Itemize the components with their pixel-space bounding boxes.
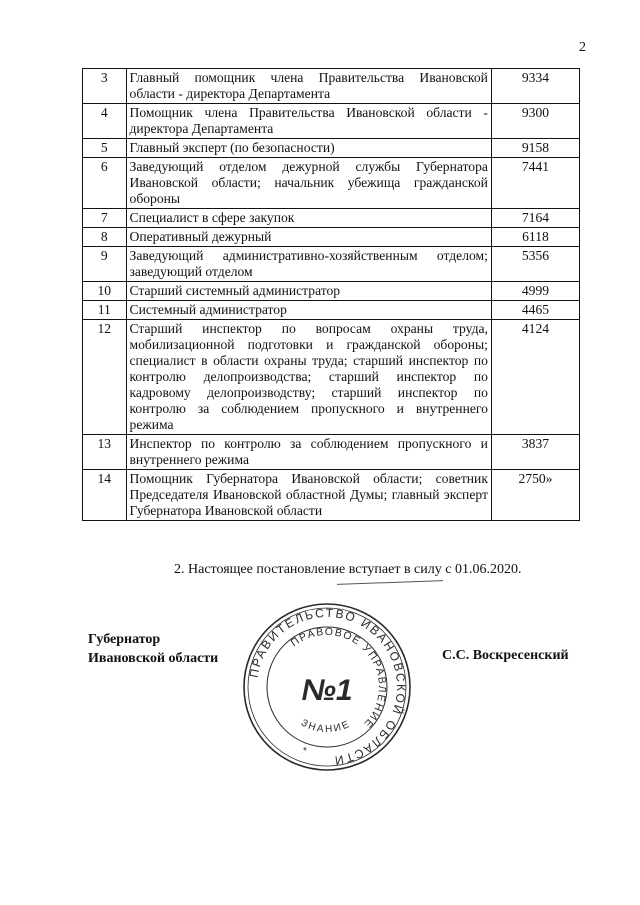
row-number: 10 [83,282,127,301]
row-amount: 4465 [491,301,579,320]
row-position: Главный помощник члена Правительства Ивановской области - директора Департамента [126,69,491,104]
row-position: Старший системный администратор [126,282,491,301]
table-row [83,209,580,228]
signer-name: С.С. Воскресенский [442,648,569,663]
table-row [83,228,580,247]
row-position: Заведующий административно-хозяйственным отделом; заведующий отделом [126,247,491,282]
official-seal [242,602,412,772]
table-row [83,320,580,435]
row-position: Заведующий отделом дежурной службы Губернатора Ивановской области; начальник убежища гражданской обороны [126,158,491,209]
row-position: Инспектор по контролю за соблюдением пропускного и внутреннего режима [126,435,491,470]
row-position: Помощник Губернатора Ивановской области; советник Председателя Ивановской областной Думы; главный эксперт Губернатора Ивановской области [126,470,491,521]
salary-table [82,68,580,521]
table-row [83,158,580,209]
row-number: 5 [83,139,127,158]
row-amount: 4999 [491,282,579,301]
row-number: 11 [83,301,127,320]
row-number: 9 [83,247,127,282]
signature-stroke [337,580,443,585]
row-number: 7 [83,209,127,228]
table-row [83,282,580,301]
page-number: 2 [579,40,586,55]
seal-inner-text: ПРАВОВОЕ УПРАВЛЕНИЕ [288,625,389,731]
row-amount: 7164 [491,209,579,228]
row-number: 3 [83,69,127,104]
table-row [83,470,580,521]
row-number: 4 [83,104,127,139]
seal-number: №1 [301,674,353,707]
row-amount: 5356 [491,247,579,282]
row-amount: 7441 [491,158,579,209]
row-position: Старший инспектор по вопросам охраны труда, мобилизационной подготовки и гражданской обороны; специалист в области охраны труда; старший инспектор по контролю делопроизводства; старший инспектор по кадровому делопроизводству; старший инспектор по контролю за соблюдением пропускного и внутреннего режима [126,320,491,435]
row-amount: 4124 [491,320,579,435]
row-number: 13 [83,435,127,470]
seal-outer-text: ПРАВИТЕЛЬСТВО ИВАНОВСКОЙ ОБЛАСТИ [246,605,409,768]
row-amount: 2750» [491,470,579,521]
row-amount: 6118 [491,228,579,247]
table-row [83,435,580,470]
row-number: 6 [83,158,127,209]
row-amount: 9158 [491,139,579,158]
row-position: Специалист в сфере закупок [126,209,491,228]
table-row [83,69,580,104]
seal-star: * [303,746,307,757]
table-row [83,139,580,158]
row-position: Главный эксперт (по безопасности) [126,139,491,158]
signer-title [88,630,218,668]
row-position: Оперативный дежурный [126,228,491,247]
row-number: 8 [83,228,127,247]
effective-date-clause: 2. Настоящее постановление вступает в силу с 01.06.2020. [174,562,522,577]
row-position: Системный администратор [126,301,491,320]
table-row [83,247,580,282]
row-number: 12 [83,320,127,435]
table-row [83,104,580,139]
signer-title-line-1: Губернатор [88,632,161,647]
row-amount: 9334 [491,69,579,104]
row-position: Помощник члена Правительства Ивановской области - директора Департамента [126,104,491,139]
row-number: 14 [83,470,127,521]
table-row [83,301,580,320]
seal-bottom-text: ЗНАНИЕ [299,717,353,736]
signer-title-line-2: Ивановской области [88,651,219,666]
row-amount: 9300 [491,104,579,139]
row-amount: 3837 [491,435,579,470]
